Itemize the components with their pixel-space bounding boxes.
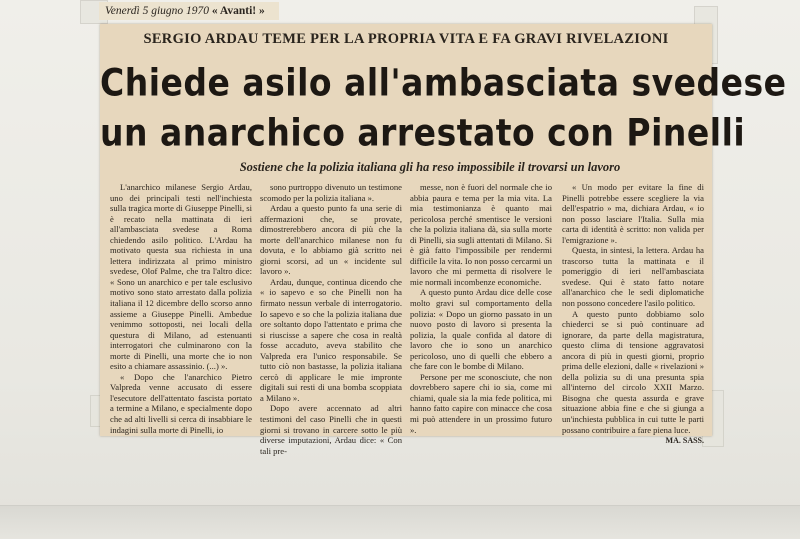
headline-line-1: Chiede asilo all'ambasciata svedese	[100, 60, 787, 105]
paragraph: A questo punto Ardau dice delle cose molto gravi sul comportamento della polizia: « Dopo un giorno passato in un nuovo posto di lavoro si presenta la polizia, la quale confida al datore di lavoro che io sono un anarchico pericoloso, uno di quelli che ebbero a che fare con le bombe di Milano.	[410, 287, 552, 372]
article-column-2	[260, 182, 402, 456]
article-column-4	[562, 182, 704, 446]
paragraph: « Dopo che l'anarchico Pietro Valpreda venne accusato di essere l'esecutore dell'attentato fascista portato a termine a Milano, e specialmente dopo che ad alti livelli si cerca di insabbiare le indagini sulla morte di Pinelli, io	[110, 371, 252, 435]
paragraph: messe, non è fuori del normale che io abbia paura e tema per la mia vita. La mia testimonianza è quanto mai pericolosa perché smentisce le versioni che la polizia italiana dà, sia sulla morte di Pinelli, sia sugli attentati di Milano. Si è già fatto l'impossibile per rendermi difficile la vita. Io non posso cercarmi un lavoro che mi permetta di risolvere le mie normali incombenze economiche.	[410, 182, 552, 287]
dateline	[99, 2, 279, 20]
paragraph: Ardau a questo punto fa una serie di affermazioni che, se provate, dimostrerebbero ancora di più che la morte dell'anarchico milanese non fu dovuta, e lo abbiamo già scritto nei giorni scorsi, ad un « incidente sul lavoro ».	[260, 203, 402, 277]
subhead: Sostiene che la polizia italiana gli ha reso impossibile il trovarsi un lavoro	[239, 160, 621, 174]
dateline-paper: « Avanti! »	[211, 5, 265, 17]
paragraph: sono purtroppo divenuto un testimone scomodo per la polizia italiana ».	[260, 182, 402, 203]
paragraph: Persone per me sconosciute, che non dovrebbero sapere chi io sia, come mi chiami, quale sia la mia fede politica, mi hanno fatto capire con minacce che cosa mi può attendere in un prossimo futuro ».	[410, 371, 552, 435]
headline-line-2: un anarchico arrestato con Pinelli	[100, 110, 746, 155]
article-column-3	[410, 182, 552, 436]
kicker: SERGIO ARDAU TEME PER LA PROPRIA VITA E FA GRAVI RIVELAZIONI	[143, 31, 669, 47]
signature: MA. SASS.	[665, 436, 704, 446]
page-bottom-edge	[0, 505, 800, 539]
dateline-day: Venerdì 5 giugno 1970	[105, 5, 210, 17]
paragraph: Ardau, dunque, continua dicendo che « io sapevo e so che Pinelli non ha firmato nessun verbale di interrogatorio. Io sapevo e so che la polizia italiana due ore soltanto dopo l'attentato e prima che si riuscisse a sapere che cosa in realtà fosse accaduto, aveva stabilito che Valpreda era l'unico responsabile. Se tutto ciò non bastasse, la polizia italiana cercò di applicare le mie impronte digitali sui resti di una bomba scoppiata a Milano ».	[260, 276, 402, 403]
article-column-1	[110, 182, 252, 436]
paragraph: Dopo avere accennato ad altri testimoni del caso Pinelli che in questi giorni si trovano in carcere sotto le più diverse imputazioni, Ardau dice: « Con tali pre-	[260, 403, 402, 456]
paragraph: A questo punto dobbiamo solo chiederci se si può continuare ad ignorare, da parte della magistratura, questo clima di tensione aggravatosi ancora di più in questi giorni, proprio prima delle elezioni, dalle « rivelazioni » della polizia su di una presunta spia all'interno del circolo XXII Marzo. Bisogna che questa assurda e grave situazione abbia fine e che si giunga a un'inchiesta pubblica in cui tutte le parti possano contribuire a fare piena luce.	[562, 308, 704, 435]
newspaper-clipping	[100, 24, 787, 456]
paragraph: L'anarchico milanese Sergio Ardau, uno dei principali testi nell'inchiesta sulla tragica morte di Giuseppe Pinelli, si è recato nella mattinata di ieri all'ambasciata svedese a Roma chiedendo asilo politico. L'Ardau ha motivato questa sua richiesta in una lettera indirizzata al primo ministro svedese, Olof Palme, che tra l'altro dice: « Sono un anarchico e per tale esclusivo motivo sono stato arrestato dalla polizia italiana il 12 dicembre dello scorso anno assieme a Giuseppe Pinelli. Ambedue venimmo sottoposti, nei locali della questura di Milano, ad estenuanti interrogatori che culminarono con la morte di Pinelli, una morte che io non esito a chiamare assassinio. (...) ».	[110, 182, 253, 372]
paragraph: « Un modo per evitare la fine di Pinelli potrebbe essere scegliere la via dell'espatrio » ma, dichiara Ardau, « io non posso lasciare l'Italia. Sulla mia carta di identità è scritto: non valida per l'emigrazione ».	[562, 182, 704, 245]
paragraph: Questa, in sintesi, la lettera. Ardau ha trascorso tutta la mattinata e il pomeriggio di ieri nell'ambasciata svedese. Qui è stato fatto notare all'anarchico che le sedi diplomatiche non possono concedere l'asilo politico.	[562, 245, 704, 309]
